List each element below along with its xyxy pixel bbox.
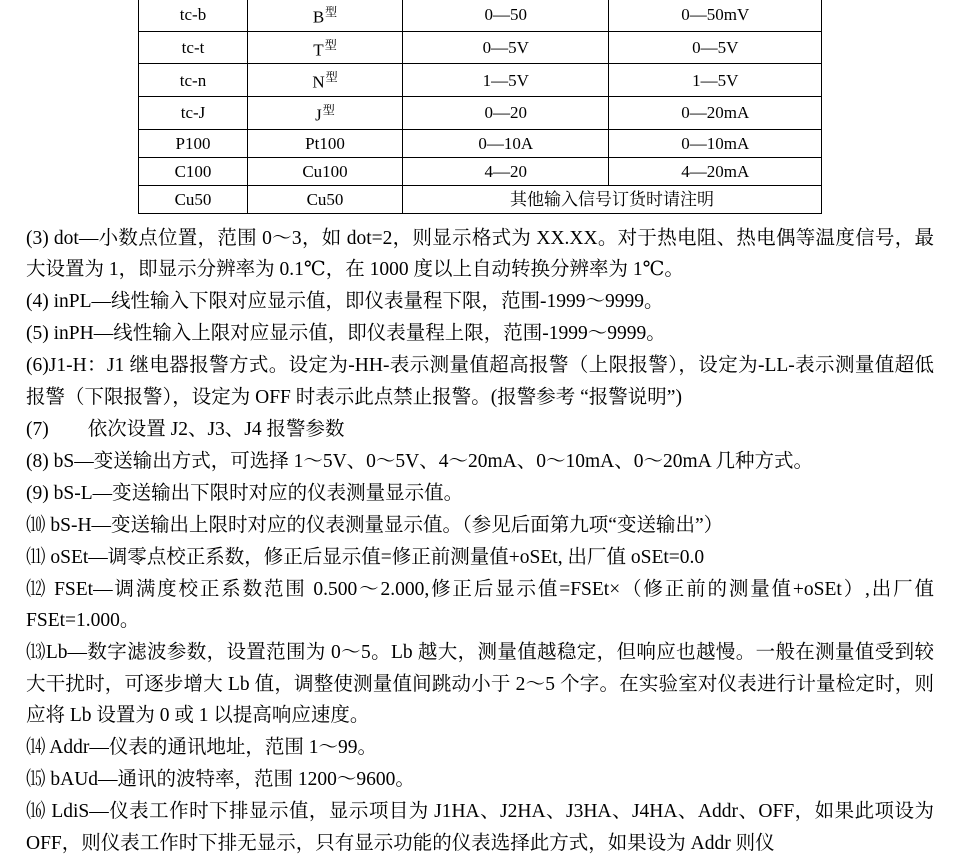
body-paragraph: ⒃ LdiS—仪表工作时下排显示值，显示项目为 J1HA、J2HA、J3HA、J4HA、Addr、OFF，如果此项设为 OFF，则仪表工作时下排无显示，只有显示功能的仪表选择此方式，如果设为 Addr 则仪 xyxy=(26,801,934,854)
input-signal-spec-table xyxy=(138,0,822,214)
cell-sensor-type: $B^型$ xyxy=(248,0,403,31)
cell-range-primary: 1—5V xyxy=(403,64,609,97)
body-paragraph: ⑿ FSEt—调满度校正系数范围 0.500～2.000,修正后显示值=FSEt×（修正前的测量值+oSEt）,出厂值 FSEt=1.000。 xyxy=(26,578,934,632)
body-paragraph: (8) bS—变送输出方式，可选择 1～5V、0～5V、4～20mA、0～10mA、0～20mA 几种方式。 xyxy=(26,450,814,472)
cell-signal-code: tc-t xyxy=(139,31,248,64)
cell-signal-code: C100 xyxy=(139,157,248,185)
body-paragraph: ⒂ bAUd—通讯的波特率，范围 1200～9600。 xyxy=(26,769,415,791)
body-paragraph: ⑽ bS-H—变送输出上限时对应的仪表测量显示值。（参见后面第九项“变送输出”） xyxy=(26,514,724,536)
cell-range-primary: 4—20 xyxy=(403,157,609,185)
cell-signal-code: P100 xyxy=(139,129,248,157)
cell-range-secondary: 1—5V xyxy=(609,64,822,97)
cell-sensor-type: Cu50 xyxy=(248,185,403,213)
body-paragraph: (9) bS-L—变送输出下限时对应的仪表测量显示值。 xyxy=(26,482,464,504)
cell-sensor-type: $T^型$ xyxy=(248,31,403,64)
body-paragraph: ⑾ oSEt—调零点校正系数，修正后显示值=修正前测量值+oSEt, 出厂值 oSEt=0.0 xyxy=(26,546,705,568)
table-row xyxy=(139,129,822,157)
cell-range-secondary: 0—20mA xyxy=(609,96,822,129)
table-row xyxy=(139,0,822,31)
cell-signal-code: Cu50 xyxy=(139,185,248,213)
table-row xyxy=(139,157,822,185)
table-row xyxy=(139,96,822,129)
cell-signal-code: tc-b xyxy=(139,0,248,31)
body-paragraph: (4) inPL—线性输入下限对应显示值，即仪表量程下限，范围-1999～9999。 xyxy=(26,291,664,313)
cell-range-secondary: 4—20mA xyxy=(609,157,822,185)
cell-sensor-type: $J^型$ xyxy=(248,96,403,129)
cell-range-primary: 0—50 xyxy=(403,0,609,31)
body-paragraph: ⒀Lb—数字滤波参数，设置范围为 0～5。Lb 越大，测量值越稳定，但响应也越慢。一般在测量值受到较大干扰时，可逐步增大 Lb 值，调整使测量值间跳动小于 2～5 个字。在实验室对仪表进行计量检定时，则应将 Lb 设置为 0 或 1 以提高响应速度。 xyxy=(26,642,934,727)
cell-note-merged: 其他输入信号订货时请注明 xyxy=(403,185,822,213)
body-paragraph: (6)J1-H：J1 继电器报警方式。设定为-HH-表示测量值超高报警（上限报警），设定为-LL-表示测量值超低报警（下限报警），设定为 OFF 时表示此点禁止报警。(报警参考 “报警说明”) xyxy=(26,355,934,408)
table-row xyxy=(139,31,822,64)
cell-range-primary: 0—5V xyxy=(403,31,609,64)
cell-signal-code: tc-n xyxy=(139,64,248,97)
document-body-text xyxy=(26,223,934,859)
cell-range-secondary: 0—5V xyxy=(609,31,822,64)
cell-range-secondary: 0—10mA xyxy=(609,129,822,157)
body-paragraph: (5) inPH—线性输入上限对应显示值，即仪表量程上限，范围-1999～9999。 xyxy=(26,323,666,345)
cell-range-primary: 0—10A xyxy=(403,129,609,157)
cell-signal-code: tc-J xyxy=(139,96,248,129)
cell-sensor-type: Pt100 xyxy=(248,129,403,157)
table-row xyxy=(139,185,822,213)
cell-range-secondary: 0—50mV xyxy=(609,0,822,31)
table-row xyxy=(139,64,822,97)
body-paragraph: (7) 依次设置 J2、J3、J4 报警参数 xyxy=(26,418,345,440)
spec-table-container xyxy=(26,0,934,214)
cell-sensor-type: Cu100 xyxy=(248,157,403,185)
cell-range-primary: 0—20 xyxy=(403,96,609,129)
body-paragraph: (3) dot—小数点位置，范围 0～3，如 dot=2，则显示格式为 XX.XX。对于热电阻、热电偶等温度信号，最大设置为 1，即显示分辨率为 0.1℃，在 1000 度以上自动转换分辨率为 1℃。 xyxy=(26,227,934,281)
body-paragraph: ⒁ Addr—仪表的通讯地址，范围 1～99。 xyxy=(26,737,378,759)
cell-sensor-type: $N^型$ xyxy=(248,64,403,97)
